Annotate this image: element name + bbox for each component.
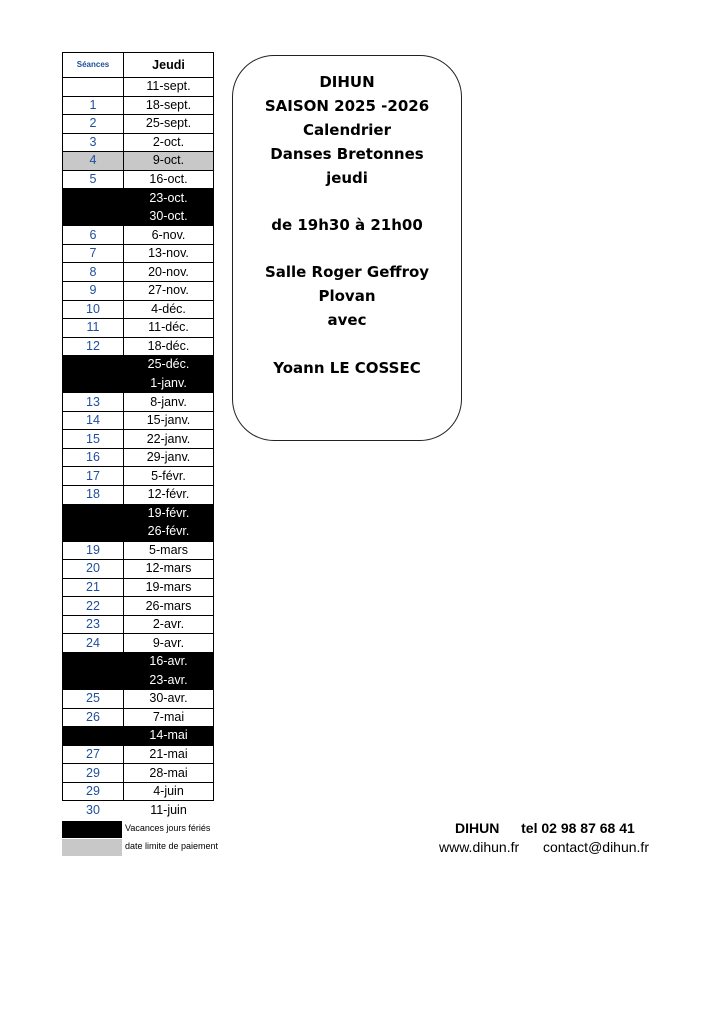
- table-row: [63, 578, 214, 597]
- session-date: 13-nov.: [124, 244, 214, 263]
- session-number: 7: [63, 244, 124, 263]
- info-season: SAISON 2025 -2026: [264, 97, 430, 115]
- table-row: [63, 690, 214, 709]
- contact-phone: tel 02 98 87 68 41: [521, 820, 635, 836]
- session-number: [63, 671, 124, 690]
- session-number: 19: [63, 541, 124, 560]
- session-number: 29: [63, 764, 124, 783]
- session-date: 12-mars: [124, 560, 214, 579]
- session-date: 23-avr.: [124, 671, 214, 690]
- session-number: 15: [63, 430, 124, 449]
- session-date: 20-nov.: [124, 263, 214, 282]
- info-dances: Danses Bretonnes: [270, 145, 424, 163]
- info-with: avec: [327, 311, 367, 329]
- session-number: 30: [86, 802, 100, 817]
- info-day: jeudi: [326, 169, 368, 187]
- session-date: 27-nov.: [124, 282, 214, 301]
- session-number: [63, 356, 124, 375]
- session-date: 18-déc.: [124, 337, 214, 356]
- session-number: 25: [63, 690, 124, 709]
- table-row: [63, 152, 214, 171]
- session-number: [63, 504, 124, 523]
- table-row: [63, 356, 214, 375]
- schedule-table: [62, 52, 214, 819]
- session-date: 5-mars: [124, 541, 214, 560]
- session-number: 4: [63, 152, 124, 171]
- table-row: [63, 597, 214, 616]
- table-row: [63, 337, 214, 356]
- session-number: 14: [63, 411, 124, 430]
- session-date: 9-avr.: [124, 634, 214, 653]
- table-row: [63, 430, 214, 449]
- table-row: [63, 78, 214, 97]
- table-row: [63, 244, 214, 263]
- legend-holidays: [62, 821, 262, 838]
- session-number: 13: [63, 393, 124, 412]
- session-number: 9: [63, 282, 124, 301]
- table-row: [63, 411, 214, 430]
- session-number: 22: [63, 597, 124, 616]
- session-date: 14-mai: [124, 727, 214, 746]
- legend-holiday-label: Vacances jours fériés: [125, 823, 211, 833]
- session-number: [63, 523, 124, 542]
- session-date: 11-sept.: [124, 78, 214, 97]
- info-calendar: Calendrier: [303, 121, 391, 139]
- legend-deadline: [62, 839, 262, 856]
- table-row: [63, 745, 214, 764]
- session-number: [63, 652, 124, 671]
- session-date: 16-oct.: [124, 170, 214, 189]
- table-row: [63, 634, 214, 653]
- contact-line-1: [455, 820, 635, 836]
- info-box: [232, 55, 462, 441]
- table-row: [63, 115, 214, 134]
- session-date: 2-oct.: [124, 133, 214, 152]
- table-row: [63, 170, 214, 189]
- table-row: [63, 319, 214, 338]
- table-row: [63, 523, 214, 542]
- table-row: [63, 133, 214, 152]
- session-date: 18-sept.: [124, 96, 214, 115]
- info-hours: de 19h30 à 21h00: [271, 216, 423, 234]
- table-row: [63, 671, 214, 690]
- session-date: 4-juin: [124, 782, 214, 801]
- session-number: 11: [63, 319, 124, 338]
- table-row: [63, 226, 214, 245]
- info-venue: Salle Roger Geffroy: [264, 263, 430, 281]
- session-date: 2-avr.: [124, 615, 214, 634]
- session-date: 30-oct.: [124, 207, 214, 226]
- session-number: 1: [63, 96, 124, 115]
- table-row: [63, 615, 214, 634]
- table-row: [63, 263, 214, 282]
- session-number: 29: [63, 782, 124, 801]
- session-date: 7-mai: [124, 708, 214, 727]
- table-row: [63, 504, 214, 523]
- session-number: [63, 189, 124, 208]
- table-row: [63, 300, 214, 319]
- session-date: 15-janv.: [124, 411, 214, 430]
- session-number: [63, 727, 124, 746]
- session-date: 11-juin: [150, 802, 187, 817]
- session-number: 3: [63, 133, 124, 152]
- session-date: 25-sept.: [124, 115, 214, 134]
- session-number: 23: [63, 615, 124, 634]
- session-number: 20: [63, 560, 124, 579]
- contact-website[interactable]: www.dihun.fr: [439, 839, 520, 855]
- session-number: 12: [63, 337, 124, 356]
- session-date: 19-févr.: [124, 504, 214, 523]
- session-date: 30-avr.: [124, 690, 214, 709]
- session-date: 28-mai: [124, 764, 214, 783]
- session-number: 5: [63, 170, 124, 189]
- table-row: [63, 652, 214, 671]
- header-jeudi: Jeudi: [124, 53, 214, 78]
- session-number: 21: [63, 578, 124, 597]
- session-date: 16-avr.: [124, 652, 214, 671]
- table-row: [63, 96, 214, 115]
- table-row: [63, 467, 214, 486]
- session-number: [63, 374, 124, 393]
- session-date: 11-déc.: [124, 319, 214, 338]
- session-date: 9-oct.: [124, 152, 214, 171]
- session-date: 8-janv.: [124, 393, 214, 412]
- schedule-body: [63, 78, 214, 819]
- session-date: 5-févr.: [124, 467, 214, 486]
- session-number: 16: [63, 448, 124, 467]
- session-number: [63, 78, 124, 97]
- contact-email[interactable]: contact@dihun.fr: [542, 839, 649, 855]
- session-date: 23-oct.: [124, 189, 214, 208]
- table-row: [63, 560, 214, 579]
- table-row: [63, 708, 214, 727]
- session-date: 6-nov.: [124, 226, 214, 245]
- session-number: 26: [63, 708, 124, 727]
- legend-deadline-label: date limite de paiement: [125, 841, 219, 851]
- session-date: 19-mars: [124, 578, 214, 597]
- session-date: 22-janv.: [124, 430, 214, 449]
- table-header: [63, 53, 214, 78]
- table-row: [63, 486, 214, 505]
- session-number: 2: [63, 115, 124, 134]
- info-town: Plovan: [318, 287, 376, 305]
- contact-org: DIHUN: [455, 820, 500, 836]
- session-number: 24: [63, 634, 124, 653]
- table-row: [63, 374, 214, 393]
- session-number: 17: [63, 467, 124, 486]
- table-row: [63, 541, 214, 560]
- session-date: 29-janv.: [124, 448, 214, 467]
- session-number: 6: [63, 226, 124, 245]
- session-number: 18: [63, 486, 124, 505]
- session-number: [63, 207, 124, 226]
- table-row: [63, 727, 214, 746]
- table-row: [63, 282, 214, 301]
- info-org: DIHUN: [319, 73, 375, 91]
- session-number: 10: [63, 300, 124, 319]
- session-date: 25-déc.: [124, 356, 214, 375]
- session-date: 1-janv.: [124, 374, 214, 393]
- info-teacher: Yoann LE COSSEC: [273, 359, 421, 377]
- table-row: [63, 801, 214, 819]
- header-seances: Séances: [63, 53, 124, 78]
- session-number: 8: [63, 263, 124, 282]
- session-date: 26-févr.: [124, 523, 214, 542]
- table-row: [63, 782, 214, 801]
- session-number: 27: [63, 745, 124, 764]
- table-row: [63, 764, 214, 783]
- table-row: [63, 448, 214, 467]
- legend-holiday-swatch: [62, 821, 122, 838]
- table-row: [63, 207, 214, 226]
- table-row: [63, 393, 214, 412]
- session-date: 21-mai: [124, 745, 214, 764]
- contact-line-2: [439, 839, 649, 855]
- table-row: [63, 189, 214, 208]
- session-date: 4-déc.: [124, 300, 214, 319]
- session-date: 12-févr.: [124, 486, 214, 505]
- legend-deadline-swatch: [62, 839, 122, 856]
- session-date: 26-mars: [124, 597, 214, 616]
